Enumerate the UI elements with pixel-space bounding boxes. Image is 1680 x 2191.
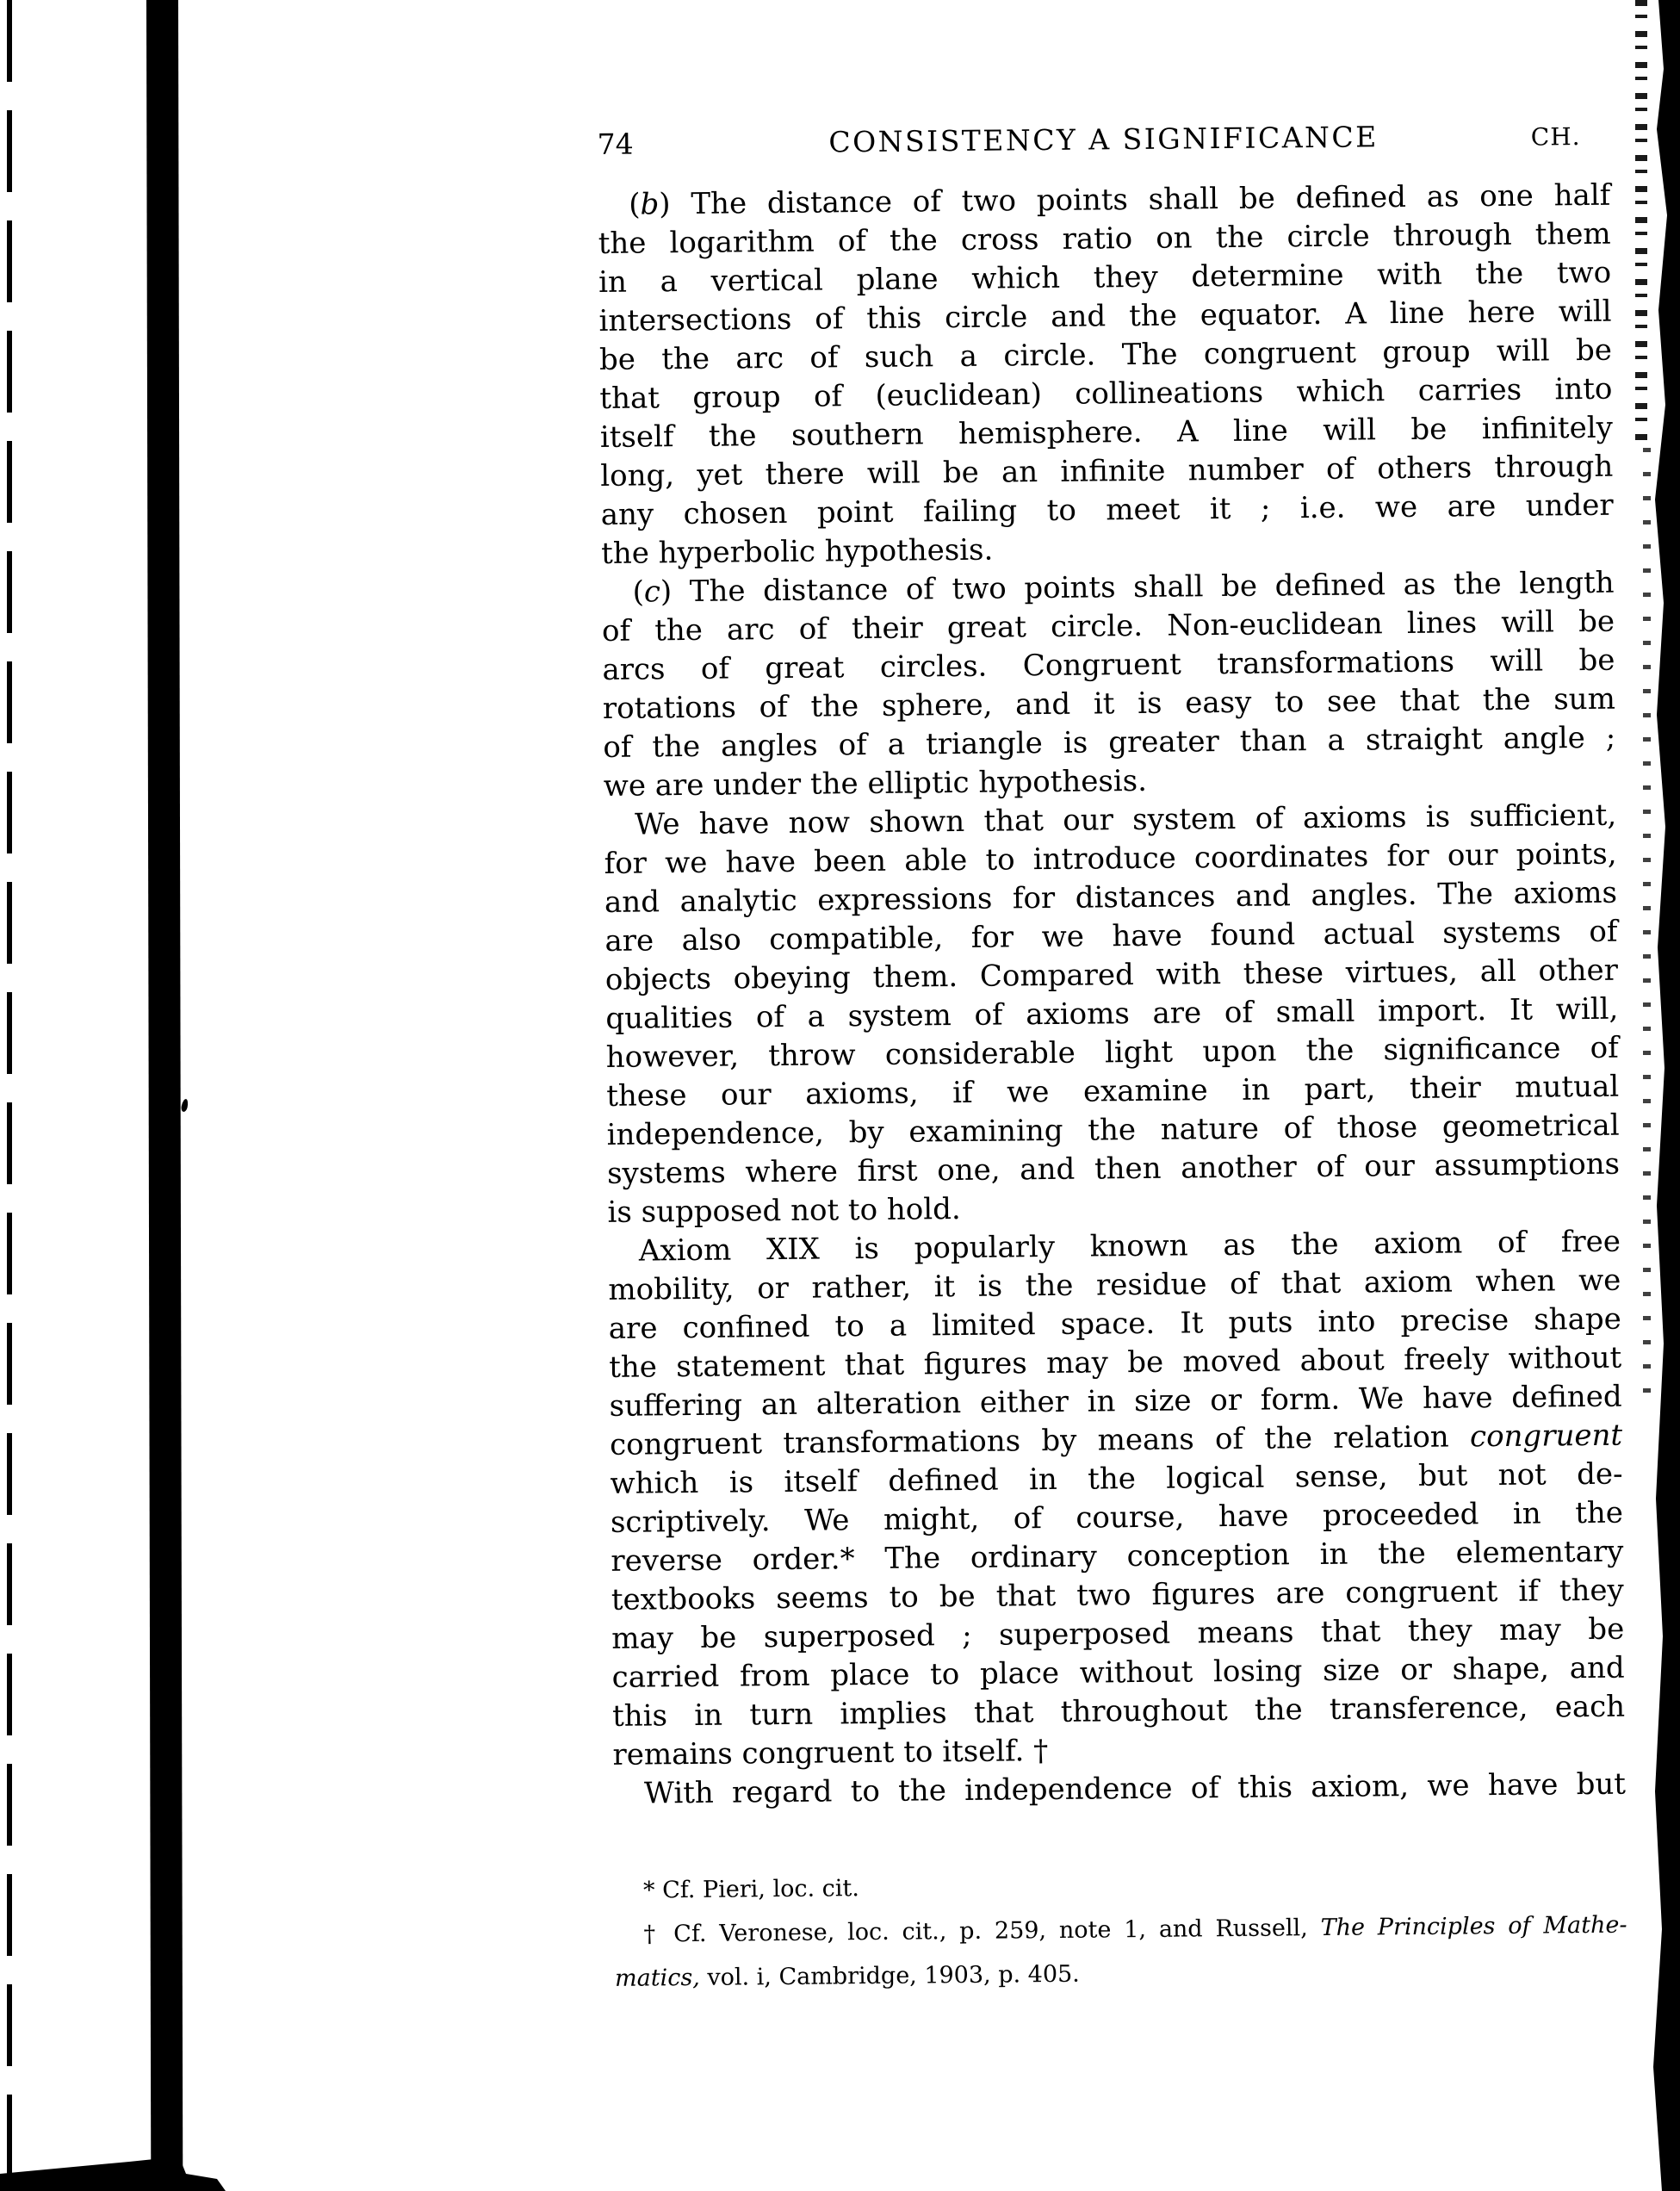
text-segment: which is itself defined in the logical sense, but not de- bbox=[610, 1456, 1623, 1501]
italic-text: matics, bbox=[614, 1964, 700, 1992]
text-segment: † Cf. Veronese, loc. cit., p. 259, note 1, and Russell, bbox=[643, 1915, 1321, 1948]
italic-text: b bbox=[640, 187, 660, 222]
text-line bbox=[615, 1947, 1627, 2001]
text-segment: of the arc of their great circle. Non-euclidean lines will be bbox=[601, 604, 1615, 649]
text-segment: long, yet there will be an infinite number of others through bbox=[600, 449, 1614, 493]
scan-edge-speckle bbox=[1635, 0, 1647, 448]
italic-text: congruent bbox=[1469, 1418, 1623, 1455]
text-segment: rotations of the sphere, and it is easy to see that the sum bbox=[602, 681, 1616, 726]
text-segment: qualities of a system of axioms are of small import. It will, bbox=[605, 991, 1619, 1036]
text-segment: any chosen point failing to meet it ; i.e. we are under bbox=[600, 487, 1614, 532]
text-segment: however, throw considerable light upon the significance of bbox=[605, 1030, 1619, 1075]
text-segment: * Cf. Pieri, loc. cit. bbox=[642, 1875, 860, 1904]
text-block bbox=[598, 177, 1626, 1814]
text-segment: the statement that figures may be moved about freely without bbox=[609, 1340, 1622, 1385]
text-segment: are also compatible, for we have found actual systems of bbox=[604, 914, 1618, 959]
text-segment: independence, by examining the nature of those geometrical bbox=[606, 1108, 1620, 1152]
text-segment: ) The distance of two points shall be defined as one half bbox=[659, 177, 1611, 222]
text-segment: itself the southern hemisphere. A line will be infinitely bbox=[599, 410, 1614, 455]
scan-bottom-shadow bbox=[0, 2153, 226, 2191]
text-segment: is supposed not to hold. bbox=[607, 1191, 961, 1230]
text-segment: ) The distance of two points shall be defined as the length bbox=[660, 565, 1615, 610]
text-segment: and analytic expressions for distances and angles. The axioms bbox=[604, 875, 1618, 920]
text-segment: mobility, or rather, it is the residue of that axiom when we bbox=[608, 1263, 1621, 1307]
page-number: 74 bbox=[597, 127, 634, 161]
text-segment: in a vertical plane which they determine with the two bbox=[598, 255, 1612, 300]
text-segment: may be superposed ; superposed means that they may be bbox=[611, 1611, 1625, 1656]
italic-text: c bbox=[643, 574, 661, 610]
scan-edge-speckle bbox=[1643, 448, 1651, 1395]
text-segment: for we have been able to introduce coordinates for our points, bbox=[604, 836, 1617, 881]
text-segment: the logarithm of the cross ratio on the circle through them bbox=[598, 216, 1611, 261]
text-segment: Axiom XIX is popularly known as the axiom of free bbox=[638, 1224, 1621, 1269]
text-segment: With regard to the independence of this axiom, we have but bbox=[643, 1766, 1627, 1811]
text-segment: objects obeying them. Compared with these virtues, all other bbox=[604, 953, 1619, 997]
text-segment: ( bbox=[632, 574, 645, 610]
text-segment: that group of (euclidean) collineations which carries into bbox=[599, 371, 1613, 416]
running-title: CONSISTENCY A SIGNIFICANCE bbox=[828, 120, 1379, 159]
text-segment: this in turn implies that throughout the transference, each bbox=[611, 1689, 1626, 1734]
text-segment: the hyperbolic hypothesis. bbox=[600, 532, 994, 571]
text-segment: textbooks seems to be that two figures are congruent if they bbox=[611, 1573, 1624, 1617]
text-segment: systems where first one, and then another of our assumptions bbox=[606, 1146, 1621, 1191]
scan-edge-line bbox=[7, 0, 12, 2191]
book-gutter-shadow bbox=[146, 0, 183, 2191]
text-segment: ( bbox=[629, 187, 641, 222]
text-segment: We have now shown that our system of axioms is sufficient, bbox=[635, 798, 1617, 842]
text-segment: are confined to a limited space. It puts into precise shape bbox=[608, 1301, 1621, 1346]
text-segment: these our axioms, if we examine in part, their mutual bbox=[606, 1069, 1620, 1114]
page-content bbox=[596, 0, 1627, 2001]
text-segment: remains congruent to itself. † bbox=[612, 1734, 1049, 1772]
text-segment: be the arc of such a circle. The congruent group will be bbox=[598, 332, 1613, 377]
text-segment: carried from place to place without losing size or shape, and bbox=[611, 1650, 1625, 1695]
footnotes bbox=[614, 1859, 1627, 2001]
text-segment: intersections of this circle and the equator. A line here will bbox=[598, 294, 1612, 338]
scan-edge-noise bbox=[1650, 0, 1680, 2191]
text-segment: of the angles of a triangle is greater than a straight angle ; bbox=[603, 720, 1616, 765]
text-segment: arcs of great circles. Congruent transformations will be bbox=[602, 642, 1615, 687]
italic-text: The Principles of Mathe- bbox=[1320, 1911, 1627, 1942]
text-segment: scriptively. We might, of course, have proceeded in the bbox=[610, 1495, 1624, 1540]
chapter-label: CH. bbox=[1530, 122, 1581, 152]
text-segment: congruent transformations by means of the relation bbox=[609, 1419, 1471, 1462]
text-segment: we are under the elliptic hypothesis. bbox=[603, 763, 1148, 804]
text-segment: vol. i, Cambridge, 1903, p. 405. bbox=[699, 1960, 1080, 1991]
running-header bbox=[597, 118, 1609, 164]
text-segment: suffering an alteration either in size or form. We have defined bbox=[609, 1379, 1622, 1424]
text-segment: reverse order.* The ordinary conception in the elementary bbox=[611, 1534, 1624, 1579]
stray-ink-mark bbox=[181, 1098, 189, 1112]
